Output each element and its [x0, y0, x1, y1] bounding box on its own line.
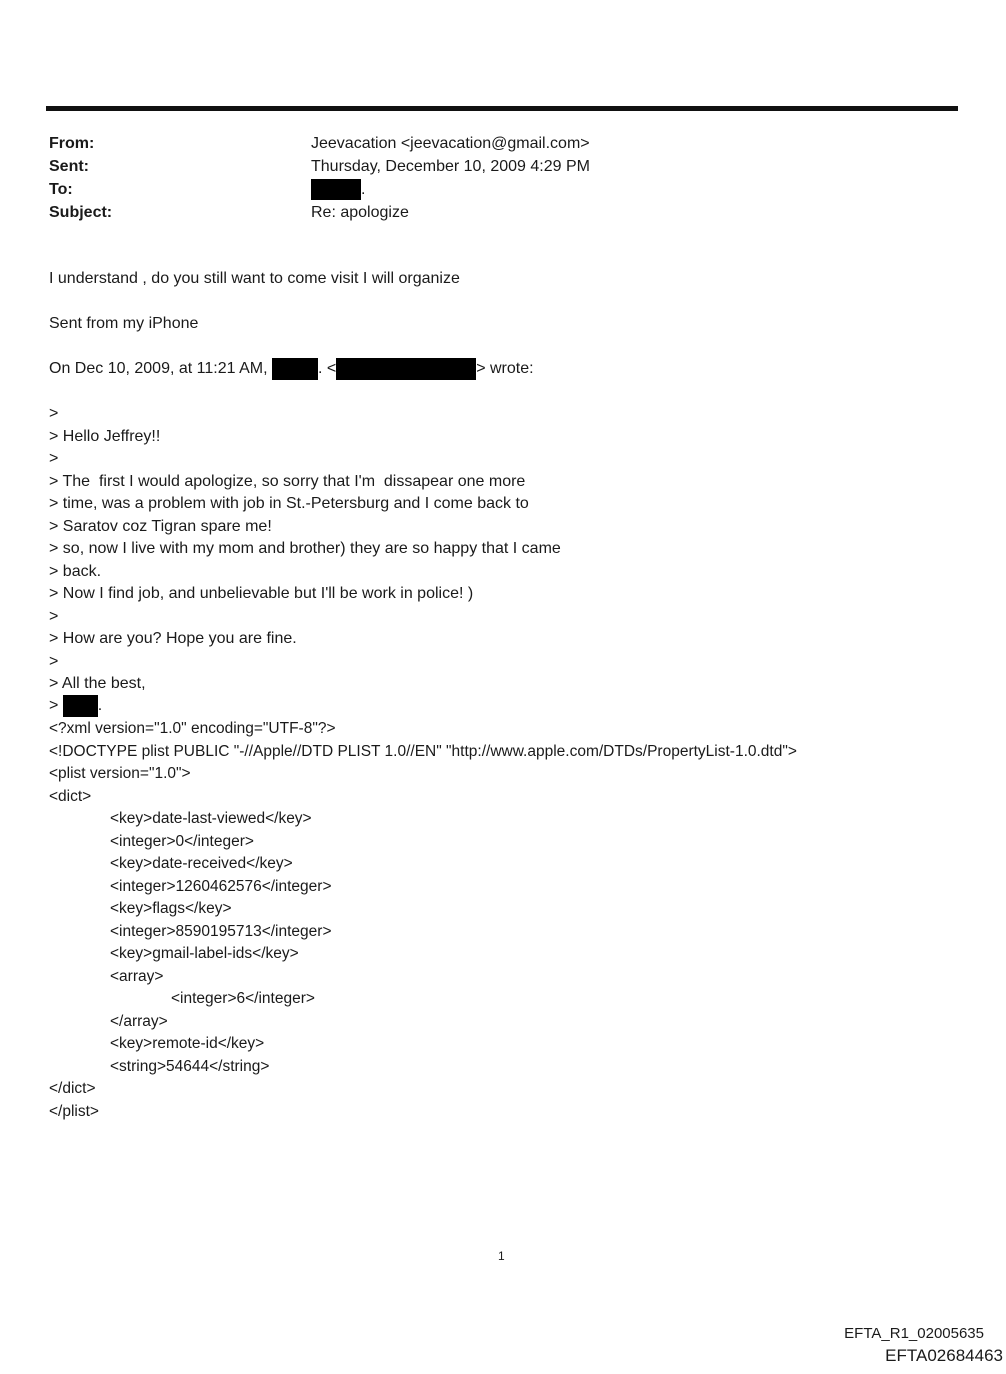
quoted-line: > All the best, [49, 675, 146, 692]
signature-redaction [63, 695, 98, 717]
quoted-line: > [49, 450, 59, 467]
quoted-line: > [49, 652, 59, 670]
sent-row [49, 155, 949, 178]
quoted-line: > back. [49, 562, 102, 580]
to-label: To: [49, 181, 73, 198]
to-suffix: . [361, 181, 366, 198]
sent-value: Thursday, December 10, 2009 4:29 PM [311, 158, 590, 175]
subject-row [49, 201, 949, 224]
subject-label: Subject: [49, 204, 113, 221]
sender-name-redaction [272, 358, 318, 380]
xml-line: <integer>1260462576</integer> [110, 877, 332, 895]
xml-line: <?xml version="1.0" encoding="UTF-8"?> [49, 720, 336, 737]
subject-value: Re: apologize [311, 204, 409, 221]
sent-label: Sent: [49, 158, 89, 175]
xml-line: </plist> [49, 1102, 99, 1120]
xml-line: <!DOCTYPE plist PUBLIC "-//Apple//DTD PLIST 1.0//EN" "http://www.apple.com/DTDs/PropertyList-1.0.dtd"> [49, 742, 797, 760]
quoted-line: > The first I would apologize, so sorry that I'm dissapear one more [49, 472, 526, 490]
from-row [49, 132, 949, 155]
quoted-line: > How are you? Hope you are fine. [49, 630, 297, 647]
xml-line: <plist version="1.0"> [49, 765, 191, 782]
quoted-line: > [49, 405, 59, 422]
quoted-last-line [49, 695, 102, 717]
quoted-line: > [49, 607, 59, 625]
xml-line: <key>remote-id</key> [110, 1035, 265, 1052]
quote-intro [49, 358, 534, 380]
xml-line: </dict> [49, 1080, 96, 1097]
quoted-line: > time, was a problem with job in St.-Petersburg and I come back to [49, 495, 529, 512]
quoted-line: > so, now I live with my mom and brother) they are so happy that I came [49, 540, 561, 557]
xml-line: <key>flags</key> [110, 900, 232, 917]
quote-intro-suffix: > wrote: [476, 360, 534, 378]
sender-email-redaction [336, 358, 476, 380]
xml-line: <integer>8590195713</integer> [110, 922, 332, 940]
xml-line: <dict> [49, 787, 92, 805]
to-row [49, 178, 949, 201]
bates-number-2: EFTA02684463 [885, 1346, 1003, 1365]
email-header [49, 132, 949, 224]
from-value: Jeevacation <jeevacation@gmail.com> [311, 135, 590, 152]
xml-line: </array> [110, 1012, 168, 1030]
quoted-line: > Hello Jeffrey!! [49, 427, 161, 445]
header-rule [46, 106, 958, 111]
xml-line: <string>54644</string> [110, 1057, 270, 1075]
quoted-last-prefix: > [49, 697, 59, 715]
signature-text: Sent from my iPhone [49, 315, 199, 332]
page-number: 1 [498, 1249, 505, 1263]
xml-line: <integer>6</integer> [171, 990, 315, 1007]
xml-line: <array> [110, 967, 164, 985]
quoted-line: > Saratov coz Tigran spare me! [49, 517, 272, 535]
quoted-last-suffix: . [97, 697, 103, 715]
xml-line: <key>date-last-viewed</key> [110, 810, 312, 827]
xml-line: <key>date-received</key> [110, 855, 293, 872]
xml-line: <key>gmail-label-ids</key> [110, 945, 299, 962]
bates-number-1: EFTA_R1_02005635 [844, 1325, 984, 1342]
from-label: From: [49, 135, 95, 152]
to-redaction [311, 179, 361, 200]
quoted-line: > Now I find job, and unbelievable but I'll be work in police! ) [49, 585, 474, 602]
reply-text: I understand , do you still want to come visit I will organize [49, 270, 460, 287]
quote-intro-prefix: On Dec 10, 2009, at 11:21 AM, [49, 360, 268, 378]
xml-line: <integer>0</integer> [110, 832, 254, 850]
quote-intro-mid: . < [317, 360, 337, 378]
